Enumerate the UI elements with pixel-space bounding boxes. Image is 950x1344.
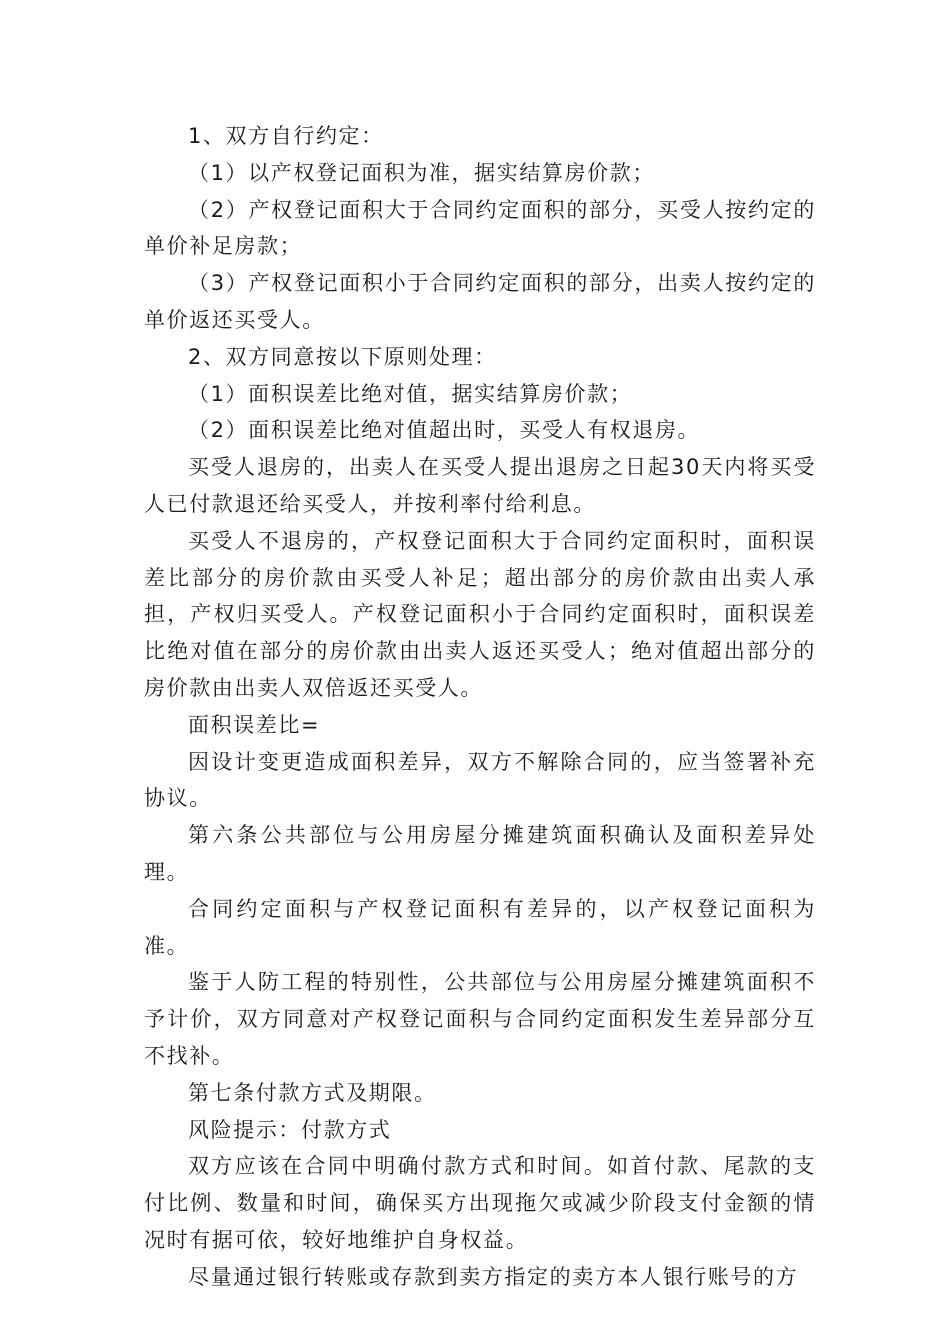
paragraph-1: 1、双方自行约定： — [188, 124, 384, 148]
paragraph-8: 买受人退房的，出卖人在买受人提出退房之日起30天内将买受人已付款退还给买受人，并按利率付给利息。 — [144, 455, 816, 516]
paragraph-16: 风险提示：付款方式 — [188, 1117, 392, 1142]
paragraph-18: 尽量通过银行转账或存款到卖方指定的卖方本人银行账号的方 — [188, 1264, 799, 1289]
paragraph-13: 合同约定面积与产权登记面积有差异的，以产权登记面积为准。 — [144, 896, 816, 958]
paragraph-7: （2）面积误差比绝对值超出时，买受人有权退房。 — [188, 418, 701, 443]
paragraph-3: （2）产权登记面积大于合同约定面积的部分，买受人按约定的单价补足房款； — [144, 197, 816, 259]
paragraph-4: （3）产权登记面积小于合同约定面积的部分，出卖人按约定的单价返还买受人。 — [144, 271, 816, 332]
paragraph-5: 2、双方同意按以下原则处理： — [188, 344, 497, 369]
document-body — [144, 118, 816, 1296]
paragraph-9: 买受人不退房的，产权登记面积大于合同约定面积时，面积误差比部分的房价款由买受人补足；超出部分的房价款由出卖人承担，产权归买受人。产权登记面积小于合同约定面积时，面积误差比绝对值在部分的房价款由出卖人返还买受人；绝对值超出部分的房价款由出卖人双倍返还买受人。 — [144, 528, 816, 700]
paragraph-14: 鉴于人防工程的特别性，公共部位与公用房屋分摊建筑面积不予计价，双方同意对产权登记面积与合同约定面积发生差异部分互不找补。 — [144, 970, 816, 1068]
paragraph-12: 第六条公共部位与公用房屋分摊建筑面积确认及面积差异处理。 — [144, 823, 816, 884]
paragraph-17: 双方应该在合同中明确付款方式和时间。如首付款、尾款的支付比例、数量和时间，确保买方出现拖欠或减少阶段支付金额的情况时有据可依，较好地维护自身权益。 — [144, 1154, 816, 1252]
paragraph-11: 因设计变更造成面积差异，双方不解除合同的，应当签署补充协议。 — [144, 749, 816, 811]
paragraph-15: 第七条付款方式及期限。 — [188, 1080, 437, 1105]
paragraph-10: 面积误差比= — [188, 712, 321, 737]
paragraph-6: （1）面积误差比绝对值，据实结算房价款； — [188, 381, 633, 406]
paragraph-2: （1）以产权登记面积为准，据实结算房价款； — [188, 160, 655, 185]
